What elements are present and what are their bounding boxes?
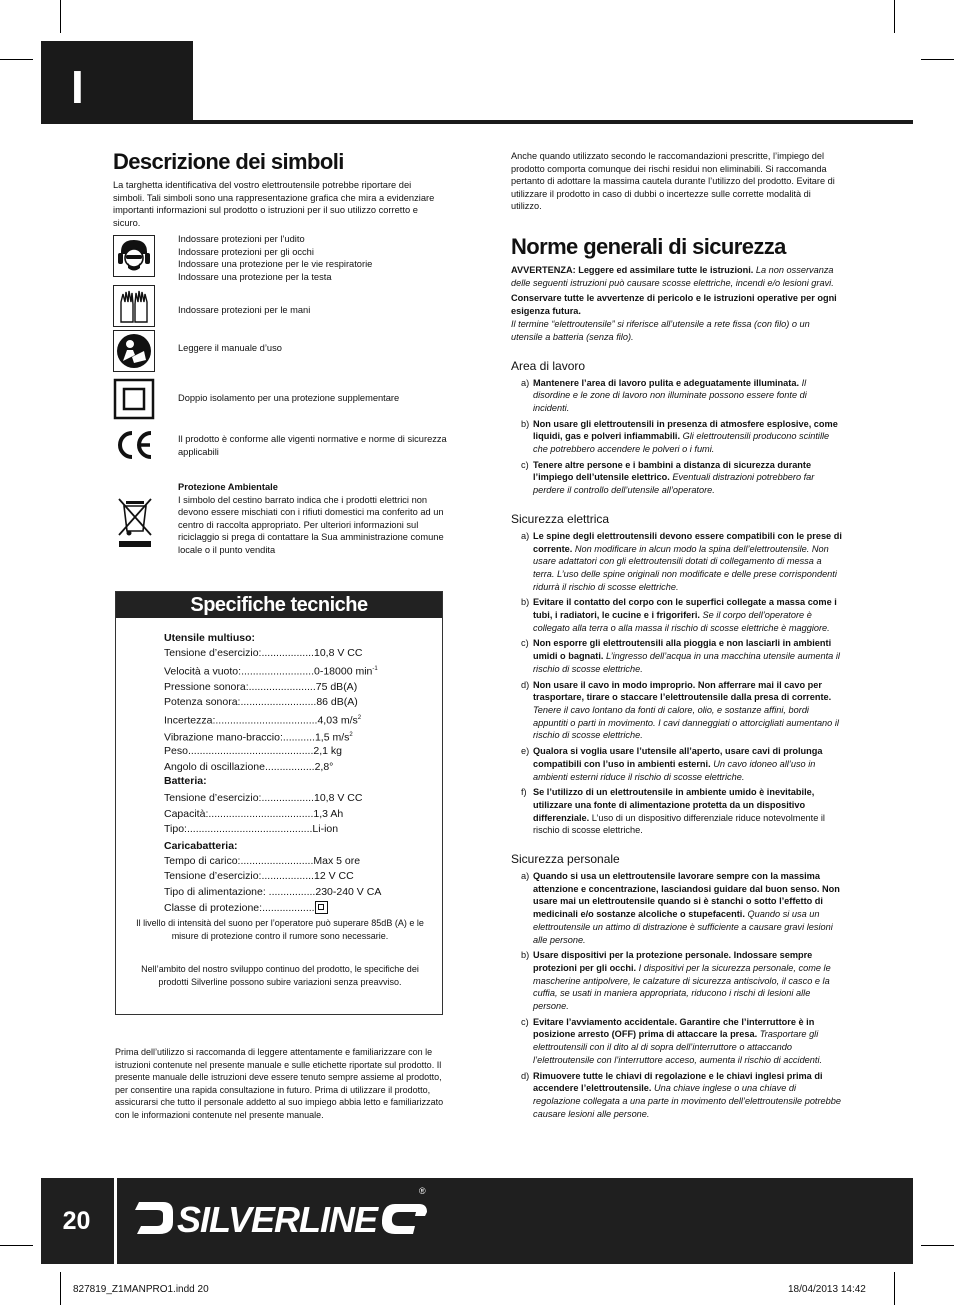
spec-row: Tipo di alimentazione: ................230-240 V CA — [164, 886, 382, 899]
spec-row: Classe di protezione:.................. — [164, 901, 424, 917]
symbol-text: Il prodotto è conforme alle vigenti normative e norme di sicurezza applicabili — [178, 434, 447, 457]
section-title: Sicurezza personale — [511, 852, 620, 867]
footer-divider — [114, 1178, 117, 1264]
safety-keep: Conservare tutte le avvertenze di pericolo e le istruzioni operative per ogni esigenza futura. — [511, 293, 837, 316]
gloves-icon — [113, 285, 155, 327]
language-tab — [41, 41, 193, 123]
registered-mark: ® — [419, 1186, 426, 1196]
spec-row: Potenza sonora:..........................86 dB(A) — [164, 696, 358, 709]
crop-mark — [894, 0, 895, 33]
symbols-section — [113, 148, 445, 229]
symbols-title: Descrizione dei simboli — [113, 149, 344, 174]
safety-column — [511, 150, 843, 1120]
crop-mark — [60, 0, 61, 33]
list-item: d) Non usare il cavo in modo improprio. Non afferrare mai il cavo per trasportare, tirare o staccare l’elettroutensile dalla presa di corrente. Tenere il cavo lontano da fonti di calore, olio, e sostanze affini, bordi appuntiti o parti in movimento. I cavi danneggiati o attorcigliati aumentano il rischio di scosse elettriche. — [521, 679, 839, 741]
list-item: f) Se l’utilizzo di un elettroutensile in ambiente umido è inevitabile, utilizzare una fonte di alimentazione protetta da un dispositivo differenziale. L’uso di un dispositivo differenziale riduce notevolmente il rischio di scosse elettriche. — [521, 787, 825, 836]
environment-text — [178, 481, 446, 557]
spec-row: Tipo:...........................................Li-ion — [164, 823, 339, 836]
list-item: c) Tenere altre persone e i bambini a distanza di sicurezza durante l’impiego dell’utensile elettrico. Eventuali distrazioni potrebbero far perdere il controllo dell’utensile all’operatore. — [521, 459, 815, 496]
spec-heading: Utensile multiuso: — [164, 632, 256, 644]
spec-row: Tensione d’esercizio:..................12 V CC — [164, 870, 354, 883]
spec-row: Tensione d’esercizio:..................10,8 V CC — [164, 792, 363, 805]
crop-mark — [921, 1245, 954, 1246]
manual-intro: Prima dell’utilizzo si raccomanda di leggere attentamente e familiarizzare con le istruzioni contenute nel presente manuale e sulle etichette riportate sul prodotto. Il presente manuale delle istruzioni deve essere tenuto sempre assieme al prodotto, per consentire una rapida consultazione in futuro. Prima di utilizzare il prodotto, assicurarsi che tutto il personale addetto al suo impiego abbia letto e familiarizzato con le informazioni contenute nel presente manuale. — [115, 1047, 444, 1120]
ce-mark-icon — [113, 424, 155, 466]
double-insulation-icon — [315, 901, 328, 914]
specs-panel — [115, 591, 443, 1015]
spec-row: Incertezza:...................................4,03 $m/s^2$ — [164, 714, 362, 727]
specs-noise-note: Il livello di intensità del suono per l’operatore può superare 85dB (A) e le misure di protezione contro il rumore sono necessarie. — [136, 918, 424, 941]
symbol-text: Leggere il manuale d’uso — [178, 343, 282, 353]
svg-text:SILVERLINE: SILVERLINE — [177, 1199, 378, 1240]
spec-row: Capacità:....................................1,3 Ah — [164, 807, 344, 820]
language-letter: I — [71, 61, 84, 113]
spec-row: Pressione sonora:.......................75 dB(A) — [164, 680, 358, 693]
file-slug: 827819_Z1MANPRO1.indd 20 — [73, 1284, 209, 1295]
environment-body: I simbolo del cestino barrato indica che i prodotti elettrici non devono essere mischiati con i rifiuti domestici ma conferito ad un centro di raccolta appropriato. Per ulteriori informazioni sul riciclaggio si prega di contattare la Sua amministrazione comune locale o il punto vendita — [178, 494, 444, 555]
date-slug: 18/04/2013 14:42 — [788, 1284, 866, 1295]
list-item: c) Evitare l’avviamento accidentale. Garantire che l’interruttore è in posizione arresto (OFF) prima di attaccare la presa. Trasportare gli elettroutensili con il dito al di sopra dell’interruttore o attaccando l’elettroutensile con l’interruttore acceso, aumenta il rischio di accidenti. — [521, 1016, 823, 1065]
spec-row: Tensione d’esercizio:..................10,8 V CC — [164, 647, 363, 659]
symbol-text: Doppio isolamento per una protezione supplementare — [178, 393, 400, 403]
safety-title: Norme generali di sicurezza — [511, 233, 786, 259]
crossed-bin-icon — [115, 495, 155, 547]
page-number: 20 — [62, 1206, 91, 1235]
list-item: c) Non esporre gli elettroutensili alla pioggia e non lasciarli in ambienti umidi o bagnati. L’ingresso dell’acqua in una macchina utensile aumenta il rischio di scosse elettriche. — [521, 638, 840, 674]
head-protection-icon — [113, 235, 155, 277]
list-item: a) Mantenere l’area di lavoro pulita e adeguatamente illuminata. Il disordine e le zone di lavoro non illuminate possono essere fonte di incidenti. — [521, 377, 807, 413]
list-item: e) Qualora si voglia usare l’utensile all’aperto, usare cavi di prolunga compatibili con l’uso in ambienti esterni. Un cavo idoneo all’uso in ambienti esterni riduce il rischio di scosse elettriche. — [521, 746, 823, 782]
list-item: a) Quando si usa un elettroutensile lavorare sempre con la massima attenzione e concentrazione, lasciandosi guidare dal buon senso. Non usare mai un elettroutensile quando si è stanchi o sotto l’effetto di medicinali e/o sostanze alcoliche o stupefacenti. Quando si usa un elettroutensile un attimo di distrazione è sufficiente a causare gravi lesioni alle persone. — [521, 871, 840, 945]
symbol-text: Indossare protezioni per l’udito Indossare protezioni per gli occhi Indossare una protezione per le vie respiratorie Indossare una protezione per la testa — [178, 234, 373, 282]
symbol-text: Indossare protezioni per le mani — [178, 305, 311, 315]
list-item: d) Rimuovere tutte le chiavi di regolazione e le chiavi inglesi prima di accendere l’elettroutensile. Una chiave inglese o una chiave di regolazione collegata a una parte in movimento dell’elettroutensile potrebbe causare lesioni alle persone. — [521, 1070, 841, 1119]
safety-term: Il termine “elettroutensile” si riferisce all’utensile a rete fissa (con filo) o un utensile a batteria (senza filo). — [511, 319, 810, 342]
list-item: b) Evitare il contatto del corpo con le superfici collegate a massa come i tubi, i radiatori, le cucine e i frigoriferi. Se il corpo dell’operatore è collegato alla terra o alla massa il rischio di scosse elettriche è maggiore. — [521, 597, 837, 633]
footer-bar — [41, 1178, 913, 1264]
spec-row: Tempo di carico:.........................Max 5 ore — [164, 854, 361, 867]
spec-heading: Batteria: — [164, 775, 207, 788]
read-manual-icon — [113, 330, 155, 372]
specs-title: Specifiche tecniche — [116, 592, 442, 618]
crop-mark — [60, 1272, 61, 1305]
list-item: a) Le spine degli elettroutensili devono essere compatibili con le prese di corrente. Non modificare in alcun modo la spina dell’elettroutensile. Non usare adattatori con gli elettroutensili dotati di collegamento di messa a terra. L’uso delle spine originali non modificate e delle prese corrispondenti ridurrà il rischio di scosse elettriche. — [521, 530, 842, 592]
list-item: b) Usare dispositivi per la protezione personale. Indossare sempre protezioni per gli occhi. I dispositivi per la sicurezza personale, come le mascherine antipolvere, le calzature di sicurezza antiscivolo, il casco e la cuffia, se usati in maniera appropriata, riducono i rischi di lesioni alle persone. — [521, 950, 831, 1012]
environment-title: Protezione Ambientale — [178, 482, 278, 492]
section-title: Area di lavoro — [511, 358, 586, 373]
spec-row: Peso...........................................2,1 kg — [164, 745, 342, 758]
list-item: b) Non usare gli elettroutensili in presenza di atmosfere esplosive, come liquidi, gas e polveri infiammabili. Gli elettroutensili producono scintille che potrebbero accendere le polveri o i fumi. — [521, 418, 838, 455]
crop-mark — [0, 59, 33, 60]
safety-warning: AVVERTENZA: Leggere ed assimilare tutte le istruzioni. La non osservanza delle seguenti istruzioni può causare scosse elettriche, incendi e/o lesioni gravi. — [511, 264, 834, 288]
spec-row: Angolo di oscillazione.................2,8° — [164, 761, 334, 774]
spec-row: Velocità a vuoto:.........................0-18000 $\min^{-1}$ — [164, 665, 378, 678]
silverline-logo — [133, 1192, 433, 1242]
specs-change-note: Nell’ambito del nostro sviluppo continuo del prodotto, le specifiche dei prodotti Silverline possono subire variazioni senza preavviso. — [141, 964, 419, 987]
specs-list — [164, 631, 424, 916]
section-title: Sicurezza elettrica — [511, 511, 610, 526]
header-rule — [41, 120, 913, 124]
spec-row: Vibrazione mano-braccio:...........1,5 $m/s^2$ — [164, 731, 353, 744]
crop-mark — [894, 1272, 895, 1305]
symbols-intro: La targhetta identificativa del vostro elettroutensile potrebbe riportare dei simboli. Tali simboli sono una rappresentazione grafica che mira a evidenziare importanti informazioni sul prodotto o istruzioni per il suo utilizzo corretto e sicuro. — [113, 180, 435, 228]
crop-mark — [921, 59, 954, 60]
residual-risk-text: Anche quando utilizzato secondo le raccomandazioni prescritte, l’impiego del prodotto comporta comunque dei rischi residui non eliminabili. Si raccomanda pertanto di adottare la massima cautela durante l’utilizzo del prodotto. Evitare di utilizzare il prodotto in caso di dubbi o incertezze sulle corrette modalità di utilizzo. — [511, 151, 835, 212]
spec-heading: Caricabatteria: — [164, 839, 238, 852]
double-insulation-icon — [113, 378, 155, 420]
crop-mark — [0, 1245, 33, 1246]
